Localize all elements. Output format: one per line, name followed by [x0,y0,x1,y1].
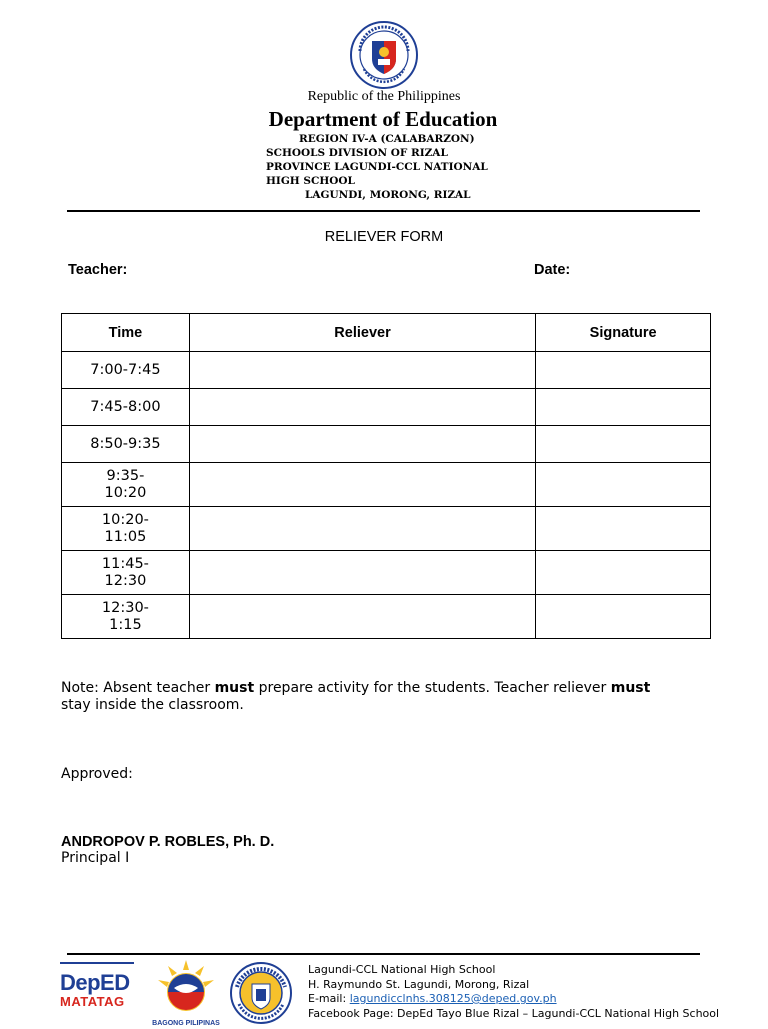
footer-email-line: E-mail: lagundicclnhs.308125@deped.gov.ph [308,992,557,1005]
principal-position: Principal I [61,850,130,866]
header-signature: Signature [536,314,711,352]
footer-divider [67,953,700,955]
signature-cell[interactable] [536,463,711,507]
time-cell: 7:00-7:45 [62,352,190,389]
time-cell: 11:45- 12:30 [62,551,190,595]
region-line: REGION IV-A (CALABARZON) [299,133,475,145]
reliever-cell[interactable] [189,507,535,551]
school-line-1: PROVINCE LAGUNDI-CCL NATIONAL [266,161,488,173]
header-reliever: Reliever [189,314,535,352]
approved-label: Approved: [61,766,133,782]
bagong-pilipinas-text: BAGONG PILIPINAS [152,1020,220,1027]
table-row [62,551,711,595]
note-paragraph: Note: Absent teacher must prepare activity for the students. Teacher reliever must stay inside the classroom. [61,680,651,713]
deped-seal [350,21,418,89]
teacher-label: Teacher: [68,262,128,278]
reliever-cell[interactable] [189,352,535,389]
signature-cell[interactable] [536,352,711,389]
reliever-cell[interactable] [189,389,535,426]
time-cell: 9:35- 10:20 [62,463,190,507]
division-line: SCHOOLS DIVISION OF RIZAL [266,147,448,159]
header-time: Time [62,314,190,352]
address-line: LAGUNDI, MORONG, RIZAL [305,189,471,201]
time-cell: 10:20- 11:05 [62,507,190,551]
signature-cell[interactable] [536,595,711,639]
table-row [62,389,711,426]
footer-contact [308,963,728,1021]
principal-name: ANDROPOV P. ROBLES, Ph. D. [61,834,275,850]
signature-cell[interactable] [536,551,711,595]
footer-facebook: Facebook Page: DepEd Tayo Blue Rizal – Lagundi-CCL National High School [308,1006,720,1020]
form-title: RELIEVER FORM [324,229,444,245]
signature-cell[interactable] [536,507,711,551]
reliever-cell[interactable] [189,463,535,507]
footer-street: H. Raymundo St. Lagundi, Morong, Rizal [308,977,530,991]
department-title: Department of Education [268,107,498,131]
school-line-2: HIGH SCHOOL [266,175,355,187]
time-cell: 7:45-8:00 [62,389,190,426]
deped-matatag-logo [60,962,138,1022]
footer-school-name: Lagundi-CCL National High School [308,963,496,976]
reliever-cell[interactable] [189,595,535,639]
date-label: Date: [534,262,571,278]
school-seal [229,962,293,1024]
deped-logo-text: DepED [60,970,130,995]
signature-cell[interactable] [536,426,711,463]
bagong-pilipinas-logo [150,958,222,1027]
table-row [62,426,711,463]
time-cell: 8:50-9:35 [62,426,190,463]
republic-line: Republic of the Philippines [307,89,461,104]
matatag-logo-text: MATATAG [60,994,125,1009]
time-cell: 12:30- 1:15 [62,595,190,639]
table-row [62,507,711,551]
table-header-row [62,314,711,352]
reliever-cell[interactable] [189,426,535,463]
table-row [62,463,711,507]
reliever-table [61,313,711,639]
email-link[interactable]: lagundicclnhs.308125@deped.gov.ph [349,992,557,1005]
table-row [62,595,711,639]
signature-cell[interactable] [536,389,711,426]
table-row [62,352,711,389]
reliever-cell[interactable] [189,551,535,595]
header-divider [67,210,700,212]
